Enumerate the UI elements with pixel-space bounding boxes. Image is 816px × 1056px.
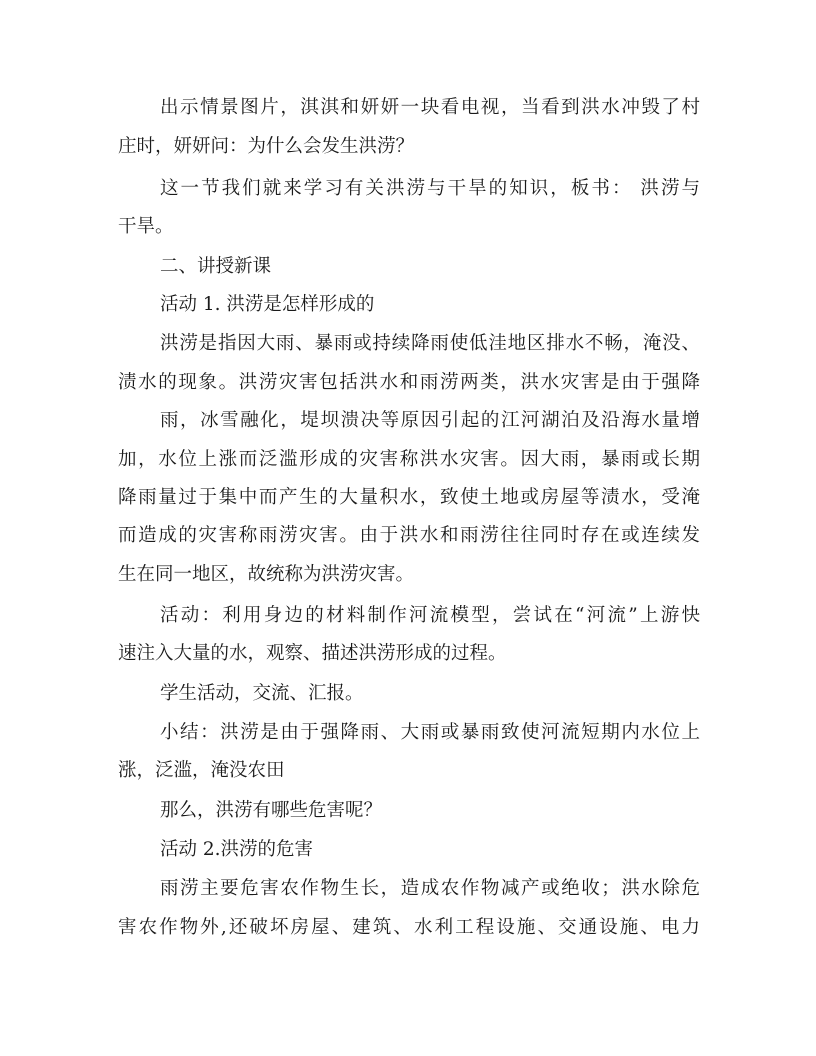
question-line: 那么，洪涝有哪些危害呢？ — [160, 800, 383, 821]
paragraph-topic-line-1: 这一节我们就来学习有关洪涝与干旱的知识，板书： 洪涝与 — [160, 178, 700, 199]
activity-2-heading: 活动 2.洪涝的危害 — [160, 839, 314, 860]
flood-definition-line-2: 渍水的现象。洪涝灾害包括洪水和雨涝两类，洪水灾害是由于强降 — [118, 372, 700, 393]
paragraph-topic-line-2: 干旱。 — [118, 216, 174, 237]
flood-definition-line-4: 加，水位上涨而泛滥形成的灾害称洪水灾害。因大雨，暴雨或长期 — [118, 449, 700, 470]
section-heading-new-lesson: 二、讲授新课 — [160, 256, 272, 277]
activity-model-line-1: 活动：利用身边的材料制作河流模型，尝试在“河流”上游快 — [160, 605, 700, 626]
flood-definition-line-1: 洪涝是指因大雨、暴雨或持续降雨使低洼地区排水不畅，淹没、 — [160, 333, 700, 354]
hazards-line-2: 害农作物外,还破坏房屋、建筑、水利工程设施、交通设施、电力 — [118, 917, 700, 938]
paragraph-scenario-line-2: 庄时，妍妍问：为什么会发生洪涝？ — [118, 136, 415, 157]
paragraph-scenario-line-1: 出示情景图片，淇淇和妍妍一块看电视，当看到洪水冲毁了村 — [160, 97, 700, 118]
summary-line-2: 涨，泛滥，淹没农田 — [118, 760, 285, 781]
flood-definition-line-7: 生在同一地区，故统称为洪涝灾害。 — [118, 564, 415, 585]
activity-1-heading: 活动 1. 洪涝是怎样形成的 — [160, 294, 375, 315]
summary-line-1: 小结：洪涝是由于强降雨、大雨或暴雨致使河流短期内水位上 — [160, 722, 700, 743]
flood-definition-line-6: 而造成的灾害称雨涝灾害。由于洪水和雨涝往往同时存在或连续发 — [118, 525, 700, 546]
student-activity-line: 学生活动，交流、汇报。 — [160, 683, 364, 704]
flood-definition-line-5: 降雨量过于集中而产生的大量积水，致使土地或房屋等渍水，受淹 — [118, 487, 700, 508]
hazards-line-1: 雨涝主要危害农作物生长，造成农作物减产或绝收；洪水除危 — [160, 878, 700, 899]
flood-definition-line-3: 雨，冰雪融化，堤坝溃决等原因引起的江河湖泊及沿海水量增 — [160, 410, 700, 431]
activity-model-line-2: 速注入大量的水，观察、描述洪涝形成的过程。 — [118, 643, 507, 664]
